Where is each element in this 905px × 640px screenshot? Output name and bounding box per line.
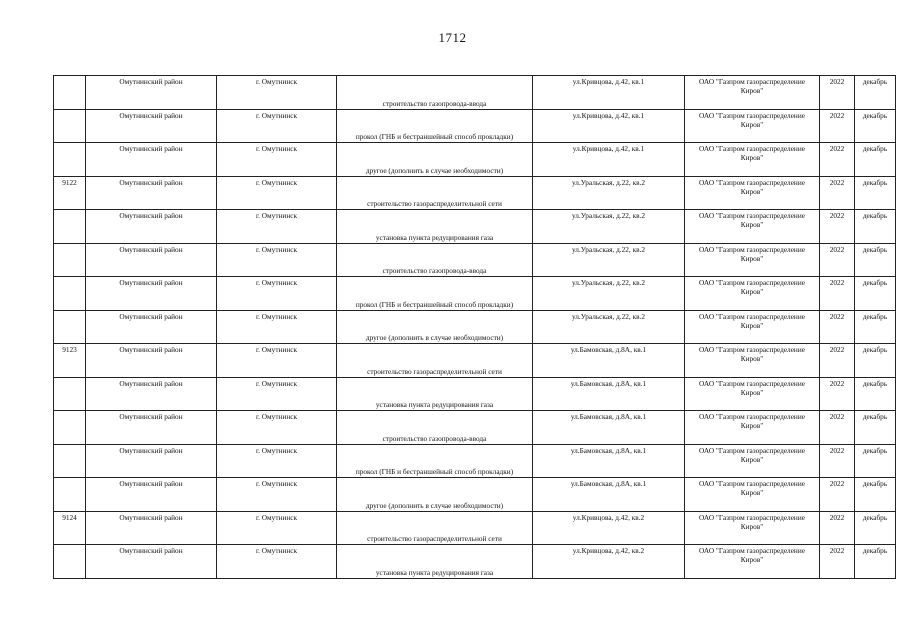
city-cell-text: г. Омутнинск [255, 546, 298, 555]
city-cell [217, 545, 337, 579]
district-cell-text: Омутнинский район [119, 345, 183, 354]
year-cell-text: 2022 [829, 512, 845, 522]
organization-cell [685, 444, 820, 478]
address-cell-text: ул.Бамовская, д.8А, кв.1 [570, 479, 647, 488]
work-type-cell [337, 310, 533, 344]
gasification-registry-table [53, 75, 896, 579]
district-cell-text: Омутнинский район [119, 512, 183, 522]
organization-cell-text: ОАО "Газпром газораспределение Киров" [699, 144, 805, 162]
city-cell-text: г. Омутнинск [255, 311, 298, 321]
month-cell [855, 76, 896, 110]
organization-cell [685, 344, 820, 378]
month-cell [855, 109, 896, 143]
table-row [54, 243, 896, 277]
organization-cell [685, 377, 820, 411]
organization-cell [685, 310, 820, 344]
month-cell [855, 277, 896, 311]
year-cell [820, 210, 855, 244]
city-cell [217, 377, 337, 411]
record-number-cell-text [56, 545, 83, 546]
work-type-cell-text: прокол (ГНБ и бестраншейный способ прокладки) [355, 299, 514, 309]
city-cell [217, 210, 337, 244]
city-cell-text: г. Омутнинск [255, 345, 298, 354]
address-cell [533, 344, 685, 378]
record-number-cell [54, 143, 86, 177]
record-number-cell [54, 377, 86, 411]
record-number-cell-text [56, 244, 83, 245]
month-cell-text: декабрь [862, 512, 888, 522]
organization-cell-text: ОАО "Газпром газораспределение Киров" [699, 77, 805, 95]
year-cell-text: 2022 [829, 378, 845, 388]
city-cell [217, 277, 337, 311]
record-number-cell-text [56, 210, 83, 211]
record-number-cell [54, 243, 86, 277]
work-type-cell-text: строительство газораспределительной сети [367, 199, 502, 208]
record-number-cell-text: 9122 [62, 177, 77, 187]
district-cell-text: Омутнинский район [119, 110, 183, 120]
organization-cell-text: ОАО "Газпром газораспределение Киров" [699, 345, 805, 363]
district-cell [86, 478, 217, 512]
address-cell [533, 411, 685, 445]
district-cell-text: Омутнинский район [119, 311, 183, 321]
work-type-cell-text: установка пункта редуцирования газа [375, 567, 494, 577]
year-cell-text: 2022 [829, 177, 845, 187]
work-type-cell-text: строительство газораспределительной сети [367, 534, 502, 543]
record-number-cell [54, 344, 86, 378]
work-type-cell-text: строительство газопровода-ввода [382, 433, 487, 443]
address-cell-text: ул.Бамовская, д.8А, кв.1 [570, 445, 647, 455]
month-cell-text: декабрь [862, 77, 888, 86]
month-cell [855, 545, 896, 579]
city-cell-text: г. Омутнинск [255, 110, 298, 120]
month-cell-text: декабрь [862, 144, 888, 153]
year-cell [820, 243, 855, 277]
organization-cell [685, 76, 820, 110]
address-cell-text: ул.Кривцова, д.42, кв.2 [572, 546, 645, 555]
address-cell [533, 478, 685, 512]
month-cell [855, 344, 896, 378]
city-cell [217, 344, 337, 378]
organization-cell [685, 109, 820, 143]
month-cell [855, 444, 896, 478]
record-number-cell [54, 310, 86, 344]
district-cell [86, 310, 217, 344]
record-number-cell-text [56, 411, 83, 412]
district-cell-text: Омутнинский район [119, 244, 183, 254]
table-row [54, 277, 896, 311]
record-number-cell [54, 411, 86, 445]
year-cell-text: 2022 [829, 311, 845, 321]
record-number-cell-text [56, 277, 83, 278]
city-cell-text: г. Омутнинск [255, 144, 298, 153]
city-cell [217, 444, 337, 478]
district-cell [86, 143, 217, 177]
address-cell-text: ул.Кривцова, д.42, кв.2 [572, 512, 645, 522]
month-cell [855, 143, 896, 177]
year-cell-text: 2022 [829, 278, 845, 287]
district-cell-text: Омутнинский район [119, 77, 183, 86]
address-cell-text: ул.Уральская, д.22, кв.2 [571, 311, 646, 321]
city-cell-text: г. Омутнинск [255, 512, 298, 522]
organization-cell-text: ОАО "Газпром газораспределение Киров" [699, 177, 805, 196]
address-cell-text: ул.Кривцова, д.42, кв.1 [572, 110, 645, 120]
organization-cell [685, 511, 820, 545]
work-type-cell-text: строительство газопровода-ввода [382, 266, 487, 275]
month-cell-text: декабрь [862, 378, 888, 388]
city-cell-text: г. Омутнинск [255, 77, 298, 86]
city-cell [217, 411, 337, 445]
work-type-cell-text: установка пункта редуцирования газа [375, 232, 494, 242]
address-cell-text: ул.Уральская, д.22, кв.2 [571, 278, 646, 287]
record-number-cell [54, 511, 86, 545]
record-number-cell-text [56, 378, 83, 379]
year-cell [820, 176, 855, 210]
year-cell [820, 310, 855, 344]
organization-cell [685, 478, 820, 512]
month-cell-text: декабрь [862, 278, 888, 287]
address-cell-text: ул.Уральская, д.22, кв.2 [571, 177, 646, 187]
organization-cell-text: ОАО "Газпром газораспределение Киров" [699, 110, 805, 129]
table-body [54, 76, 896, 579]
city-cell-text: г. Омутнинск [255, 445, 298, 455]
address-cell [533, 310, 685, 344]
district-cell [86, 76, 217, 110]
district-cell [86, 109, 217, 143]
work-type-cell [337, 344, 533, 378]
district-cell-text: Омутнинский район [119, 144, 183, 153]
work-type-cell [337, 511, 533, 545]
month-cell [855, 377, 896, 411]
year-cell [820, 344, 855, 378]
year-cell [820, 377, 855, 411]
city-cell-text: г. Омутнинск [255, 278, 298, 287]
district-cell [86, 377, 217, 411]
record-number-cell [54, 109, 86, 143]
district-cell-text: Омутнинский район [119, 479, 183, 488]
organization-cell [685, 411, 820, 445]
table-row [54, 76, 896, 110]
city-cell-text: г. Омутнинск [255, 177, 298, 187]
organization-cell-text: ОАО "Газпром газораспределение Киров" [699, 512, 805, 531]
address-cell [533, 76, 685, 110]
district-cell-text: Омутнинский район [119, 378, 183, 388]
month-cell-text: декабрь [862, 479, 888, 488]
address-cell-text: ул.Уральская, д.22, кв.2 [571, 244, 646, 254]
record-number-cell [54, 76, 86, 110]
year-cell [820, 511, 855, 545]
record-number-cell-text [56, 76, 83, 77]
address-cell-text: ул.Бамовская, д.8А, кв.1 [570, 378, 647, 388]
address-cell [533, 243, 685, 277]
month-cell-text: декабрь [862, 546, 888, 555]
year-cell [820, 277, 855, 311]
work-type-cell-text: другое (дополнить в случае необходимости) [365, 500, 504, 510]
year-cell-text: 2022 [829, 244, 845, 254]
year-cell-text: 2022 [829, 412, 845, 421]
organization-cell [685, 545, 820, 579]
table-row [54, 545, 896, 579]
work-type-cell [337, 444, 533, 478]
work-type-cell-text: другое (дополнить в случае необходимости) [365, 165, 504, 175]
district-cell [86, 444, 217, 478]
record-number-cell-text [56, 478, 83, 479]
month-cell [855, 511, 896, 545]
work-type-cell [337, 377, 533, 411]
table-row [54, 411, 896, 445]
address-cell [533, 210, 685, 244]
organization-cell-text: ОАО "Газпром газораспределение Киров" [699, 412, 805, 430]
district-cell-text: Омутнинский район [119, 278, 183, 287]
organization-cell [685, 176, 820, 210]
year-cell [820, 143, 855, 177]
month-cell [855, 243, 896, 277]
work-type-cell [337, 143, 533, 177]
table-row [54, 377, 896, 411]
city-cell [217, 243, 337, 277]
work-type-cell [337, 411, 533, 445]
organization-cell-text: ОАО "Газпром газораспределение Киров" [699, 278, 805, 296]
organization-cell-text: ОАО "Газпром газораспределение Киров" [699, 311, 805, 330]
record-number-cell [54, 210, 86, 244]
work-type-cell [337, 210, 533, 244]
table-row [54, 511, 896, 545]
city-cell-text: г. Омутнинск [255, 378, 298, 388]
district-cell [86, 210, 217, 244]
year-cell-text: 2022 [829, 345, 845, 354]
district-cell [86, 277, 217, 311]
address-cell-text: ул.Бамовская, д.8А, кв.1 [570, 412, 647, 421]
table-row [54, 176, 896, 210]
organization-cell [685, 243, 820, 277]
address-cell-text: ул.Кривцова, д.42, кв.1 [572, 144, 645, 153]
table-row [54, 210, 896, 244]
address-cell [533, 143, 685, 177]
work-type-cell-text: строительство газопровода-ввода [382, 98, 487, 108]
district-cell-text: Омутнинский район [119, 412, 183, 421]
organization-cell-text: ОАО "Газпром газораспределение Киров" [699, 211, 805, 229]
district-cell-text: Омутнинский район [119, 546, 183, 555]
month-cell [855, 176, 896, 210]
record-number-cell-text [56, 110, 83, 111]
table-row [54, 444, 896, 478]
month-cell-text: декабрь [862, 311, 888, 321]
record-number-cell-text [56, 445, 83, 446]
work-type-cell [337, 277, 533, 311]
table-row [54, 478, 896, 512]
city-cell-text: г. Омутнинск [255, 211, 298, 220]
address-cell [533, 109, 685, 143]
year-cell-text: 2022 [829, 211, 845, 220]
table-row [54, 109, 896, 143]
year-cell [820, 76, 855, 110]
work-type-cell-text: установка пункта редуцирования газа [375, 400, 494, 409]
year-cell-text: 2022 [829, 77, 845, 86]
month-cell [855, 210, 896, 244]
month-cell-text: декабрь [862, 244, 888, 254]
year-cell-text: 2022 [829, 110, 845, 120]
work-type-cell [337, 76, 533, 110]
organization-cell-text: ОАО "Газпром газораспределение Киров" [699, 378, 805, 397]
year-cell [820, 109, 855, 143]
work-type-cell [337, 109, 533, 143]
table-row [54, 310, 896, 344]
year-cell [820, 545, 855, 579]
month-cell [855, 478, 896, 512]
work-type-cell-text: прокол (ГНБ и бестраншейный способ прокладки) [355, 467, 514, 476]
record-number-cell-text: 9123 [62, 345, 77, 354]
city-cell-text: г. Омутнинск [255, 479, 298, 488]
work-type-cell-text: строительство газораспределительной сети [367, 366, 502, 376]
record-number-cell [54, 444, 86, 478]
city-cell-text: г. Омутнинск [255, 412, 298, 421]
address-cell-text: ул.Бамовская, д.8А, кв.1 [570, 345, 647, 354]
record-number-cell-text [56, 143, 83, 144]
district-cell [86, 344, 217, 378]
record-number-cell [54, 545, 86, 579]
month-cell-text: декабрь [862, 345, 888, 354]
address-cell [533, 277, 685, 311]
city-cell-text: г. Омутнинск [255, 244, 298, 254]
address-cell [533, 377, 685, 411]
month-cell [855, 411, 896, 445]
record-number-cell [54, 277, 86, 311]
table-row [54, 344, 896, 378]
work-type-cell-text: прокол (ГНБ и бестраншейный способ прокладки) [355, 132, 514, 141]
month-cell-text: декабрь [862, 412, 888, 421]
year-cell-text: 2022 [829, 445, 845, 455]
city-cell [217, 310, 337, 344]
district-cell [86, 545, 217, 579]
district-cell [86, 411, 217, 445]
record-number-cell [54, 176, 86, 210]
address-cell-text: ул.Кривцова, д.42, кв.1 [572, 77, 645, 86]
year-cell-text: 2022 [829, 479, 845, 488]
address-cell [533, 511, 685, 545]
organization-cell-text: ОАО "Газпром газораспределение Киров" [699, 244, 805, 263]
organization-cell-text: ОАО "Газпром газораспределение Киров" [699, 546, 805, 564]
month-cell-text: декабрь [862, 177, 888, 187]
organization-cell [685, 210, 820, 244]
district-cell [86, 176, 217, 210]
district-cell [86, 511, 217, 545]
city-cell [217, 143, 337, 177]
organization-cell-text: ОАО "Газпром газораспределение Киров" [699, 479, 805, 497]
address-cell [533, 176, 685, 210]
work-type-cell [337, 243, 533, 277]
organization-cell-text: ОАО "Газпром газораспределение Киров" [699, 445, 805, 464]
district-cell-text: Омутнинский район [119, 445, 183, 455]
organization-cell [685, 143, 820, 177]
city-cell [217, 109, 337, 143]
address-cell [533, 444, 685, 478]
year-cell [820, 444, 855, 478]
table-row [54, 143, 896, 177]
page-number: 1712 [438, 30, 467, 45]
city-cell [217, 176, 337, 210]
work-type-cell [337, 478, 533, 512]
month-cell-text: декабрь [862, 110, 888, 120]
month-cell-text: декабрь [862, 211, 888, 220]
year-cell-text: 2022 [829, 546, 845, 555]
month-cell-text: декабрь [862, 445, 888, 455]
address-cell-text: ул.Уральская, д.22, кв.2 [571, 211, 646, 220]
record-number-cell [54, 478, 86, 512]
organization-cell [685, 277, 820, 311]
district-cell-text: Омутнинский район [119, 177, 183, 187]
record-number-cell-text [56, 311, 83, 312]
city-cell [217, 76, 337, 110]
year-cell [820, 478, 855, 512]
district-cell-text: Омутнинский район [119, 211, 183, 220]
work-type-cell [337, 176, 533, 210]
record-number-cell-text: 9124 [62, 512, 77, 522]
work-type-cell [337, 545, 533, 579]
city-cell [217, 511, 337, 545]
district-cell [86, 243, 217, 277]
city-cell [217, 478, 337, 512]
month-cell [855, 310, 896, 344]
year-cell [820, 411, 855, 445]
work-type-cell-text: другое (дополнить в случае необходимости) [365, 333, 504, 342]
year-cell-text: 2022 [829, 144, 845, 153]
address-cell [533, 545, 685, 579]
